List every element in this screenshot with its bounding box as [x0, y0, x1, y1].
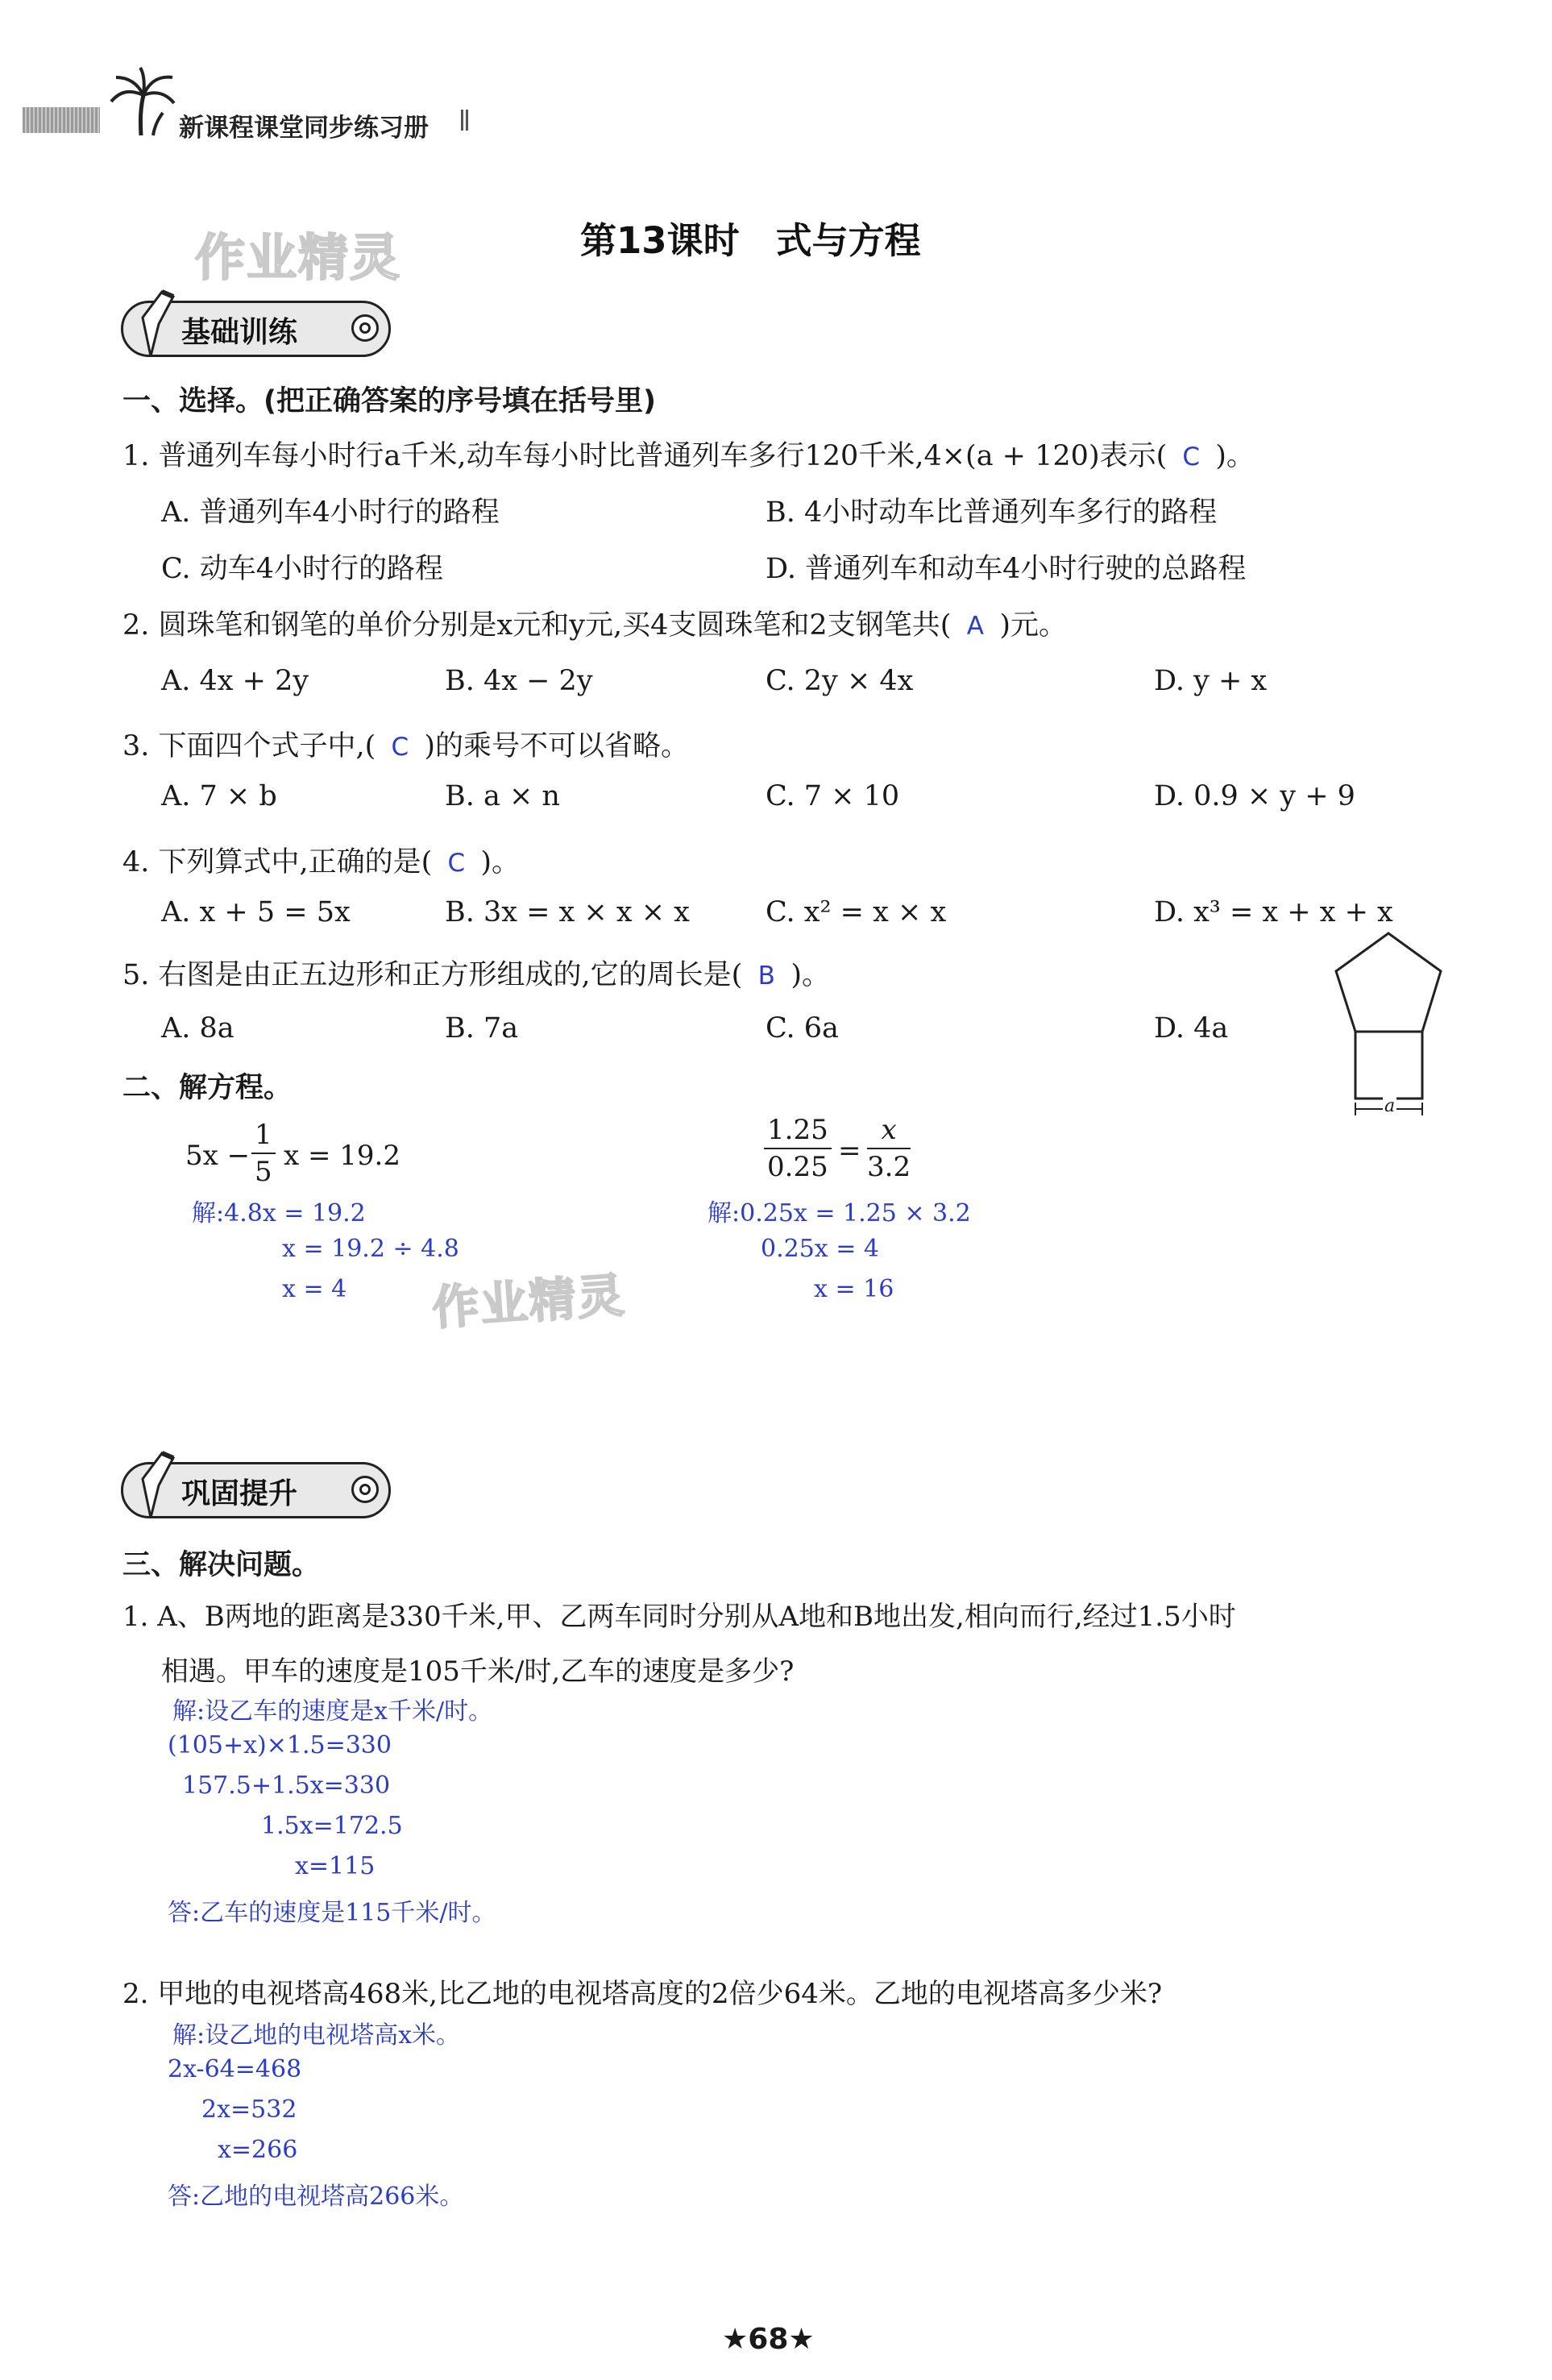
option-b: B. 4x − 2y — [445, 665, 593, 697]
eq2-fraction-left — [764, 1114, 832, 1183]
header-decor-end — [461, 110, 471, 131]
problem-1-line-1: 1. A、B两地的距离是330千米,甲、乙两车同时分别从A地和B地出发,相向而行,经过1.5小时 — [122, 1601, 1236, 1633]
option-c: C. 动车4小时行的路程 — [161, 553, 444, 585]
option-a: A. 普通列车4小时行的路程 — [161, 496, 500, 529]
question-stem: 1. 普通列车每小时行a千米,动车每小时比普通列车多行120千米,4×(a + 120)表示( — [122, 440, 1168, 472]
question-stem: 5. 右图是由正五边形和正方形组成的,它的周长是( — [122, 959, 743, 991]
ring-icon — [351, 314, 379, 342]
part2-heading: 二、解方程。 — [122, 1072, 293, 1104]
header-decor-bar — [23, 107, 100, 133]
eq2-step-1: 解:0.25x = 1.25 × 3.2 — [708, 1199, 971, 1227]
problem-1-step-5: x=115 — [295, 1852, 376, 1880]
eq1-step-1: 解:4.8x = 19.2 — [192, 1199, 366, 1227]
question-tail: )的乘号不可以省略。 — [424, 730, 689, 762]
question-stem: 2. 圆珠笔和钢笔的单价分别是x元和y元,买4支圆珠笔和2支钢笔共( — [122, 609, 952, 642]
question-stem: 4. 下列算式中,正确的是( — [122, 846, 433, 878]
problem-1-step-2: (105+x)×1.5=330 — [168, 1731, 392, 1759]
badge-label: 巩固提升 — [181, 1477, 298, 1510]
eq1-fraction — [251, 1119, 276, 1188]
question-5 — [122, 953, 830, 993]
option-d: D. x³ = x + x + x — [1154, 896, 1393, 928]
problem-1-step-3: 157.5+1.5x=330 — [182, 1772, 391, 1800]
pentagon-square-figure — [1330, 927, 1450, 1120]
problem-1-answer: 答:乙车的速度是115千米/时。 — [168, 1899, 496, 1927]
problem-2-step-1: 解:设乙地的电视塔高x米。 — [172, 2021, 461, 2050]
eq1-right: x = 19.2 — [284, 1140, 400, 1172]
part1-heading: 一、选择。(把正确答案的序号填在括号里) — [122, 385, 656, 417]
option-c: C. 7 × 10 — [766, 780, 900, 812]
option-b: B. 7a — [445, 1012, 519, 1045]
star-icon: ★ — [788, 2323, 815, 2356]
option-c: C. x² = x × x — [766, 896, 947, 928]
fraction-numerator: x — [867, 1114, 911, 1149]
question-4 — [122, 840, 520, 880]
answer-mark: C — [391, 733, 409, 762]
badge-label: 基础训练 — [181, 316, 298, 349]
answer-mark: C — [1182, 442, 1201, 471]
question-3 — [122, 724, 689, 764]
option-c: C. 2y × 4x — [766, 665, 914, 697]
question-tail: )。 — [1215, 440, 1255, 472]
watermark-center: 作业精灵 — [430, 1267, 628, 1336]
palm-tree-icon — [105, 64, 177, 137]
problem-1-step-4: 1.5x=172.5 — [261, 1812, 403, 1840]
pencil-icon — [127, 1447, 180, 1521]
eq1-left: 5x − — [185, 1140, 251, 1172]
problem-1-step-1: 解:设乙车的速度是x千米/时。 — [172, 1697, 493, 1726]
option-a: A. 8a — [161, 1012, 234, 1045]
eq2-step-2: 0.25x = 4 — [761, 1235, 880, 1263]
section-badge-basic — [121, 301, 391, 357]
page-number-value: 68 — [748, 2323, 789, 2356]
question-tail: )。 — [791, 959, 830, 991]
fraction-denominator: 5 — [255, 1156, 272, 1188]
option-d: D. 普通列车和动车4小时行驶的总路程 — [766, 553, 1247, 585]
watermark: 作业精灵 — [195, 228, 402, 287]
question-tail: )。 — [480, 846, 520, 878]
section-badge-advanced — [121, 1462, 391, 1518]
part3-heading: 三、解决问题。 — [122, 1549, 321, 1581]
option-a: A. 4x + 2y — [161, 665, 309, 697]
fraction-numerator: 1 — [251, 1119, 276, 1154]
problem-2-line-1: 2. 甲地的电视塔高468米,比乙地的电视塔高度的2倍少64米。乙地的电视塔高多少米? — [122, 1978, 1163, 2010]
problem-2-step-2: 2x-64=468 — [168, 2055, 302, 2083]
option-d: D. 0.9 × y + 9 — [1154, 780, 1355, 812]
eq2-step-3: x = 16 — [814, 1275, 894, 1303]
question-1 — [122, 434, 1255, 474]
option-a: A. 7 × b — [161, 780, 277, 812]
answer-mark: C — [447, 849, 466, 878]
figure-side-label: a — [1384, 1096, 1396, 1116]
pencil-icon — [127, 285, 180, 359]
question-tail: )元。 — [999, 609, 1068, 642]
problem-2-answer: 答:乙地的电视塔高266米。 — [168, 2183, 464, 2211]
option-b: B. a × n — [445, 780, 560, 812]
option-a: A. x + 5 = 5x — [161, 896, 351, 928]
eq2-equals: = — [838, 1135, 861, 1167]
option-b: B. 3x = x × x × x — [445, 896, 690, 928]
problem-2-step-3: 2x=532 — [201, 2095, 297, 2124]
ring-icon — [351, 1476, 379, 1503]
eq1-step-3: x = 4 — [282, 1275, 347, 1303]
fraction-denominator: 0.25 — [767, 1151, 828, 1183]
option-c: C. 6a — [766, 1012, 839, 1045]
series-title: 新课程课堂同步练习册 — [179, 114, 429, 143]
problem-2-step-4: x=266 — [218, 2136, 298, 2164]
eq2-fraction-right — [867, 1114, 911, 1183]
fraction-numerator: 1.25 — [764, 1114, 832, 1149]
page-number — [722, 2323, 815, 2356]
option-b: B. 4小时动车比普通列车多行的路程 — [766, 496, 1218, 529]
eq1-step-2: x = 19.2 ÷ 4.8 — [282, 1235, 459, 1263]
lesson-title: 第13课时 式与方程 — [580, 219, 921, 262]
star-icon: ★ — [722, 2323, 749, 2356]
question-2 — [122, 603, 1067, 643]
problem-1-line-2: 相遇。甲车的速度是105千米/时,乙车的速度是多少? — [161, 1655, 795, 1688]
answer-mark: B — [757, 962, 775, 991]
question-stem: 3. 下面四个式子中,( — [122, 730, 376, 762]
option-d: D. y + x — [1154, 665, 1268, 697]
option-d: D. 4a — [1154, 1012, 1229, 1045]
fraction-denominator: 3.2 — [867, 1151, 911, 1183]
answer-mark: A — [966, 612, 984, 641]
